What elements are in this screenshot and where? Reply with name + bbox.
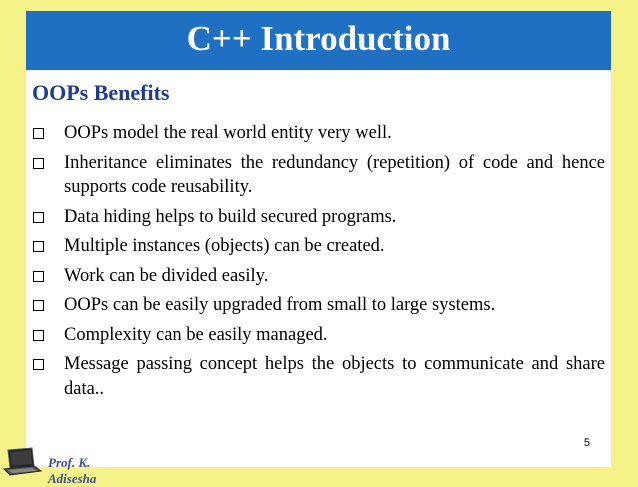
checkbox-bullet-icon — [33, 300, 44, 311]
bullet-item — [26, 234, 611, 259]
bullet-item — [26, 323, 611, 348]
checkbox-bullet-icon — [33, 330, 44, 341]
bullet-item — [26, 352, 611, 401]
bullet-item — [26, 293, 611, 318]
checkbox-bullet-icon — [33, 359, 44, 370]
slide — [26, 11, 611, 467]
bullet-text: Inheritance eliminates the redundancy (repetition) of code and hence supports code reusability. — [64, 152, 605, 197]
bullet-text: Multiple instances (objects) can be created. — [64, 236, 385, 256]
bullet-text: OOPs model the real world entity very well. — [64, 123, 392, 143]
checkbox-bullet-icon — [33, 128, 44, 139]
laptop-icon — [2, 447, 42, 477]
checkbox-bullet-icon — [33, 158, 44, 169]
checkbox-bullet-icon — [33, 271, 44, 282]
bullet-text: Message passing concept helps the objects to communicate and share data.. — [64, 354, 605, 399]
bullet-item — [26, 205, 611, 230]
bullet-item — [26, 121, 611, 146]
bullet-text: Complexity can be easily managed. — [64, 324, 328, 345]
bullet-text: Data hiding helps to build secured programs. — [64, 206, 397, 227]
slide-title: C++ Introduction — [186, 19, 451, 58]
page-number: 5 — [583, 437, 590, 449]
bullet-item — [26, 151, 611, 200]
author-name: Prof. K. Adisesha — [48, 455, 97, 486]
checkbox-bullet-icon — [33, 241, 44, 252]
bullet-text: Work can be divided easily. — [64, 265, 269, 286]
bullet-item — [26, 264, 611, 289]
title-bar — [26, 11, 611, 70]
bullet-list — [26, 121, 611, 406]
bullet-text: OOPs can be easily upgraded from small to large systems. — [64, 295, 496, 315]
footer — [0, 446, 140, 486]
section-heading: OOPs Benefits — [32, 80, 170, 105]
checkbox-bullet-icon — [33, 212, 44, 223]
